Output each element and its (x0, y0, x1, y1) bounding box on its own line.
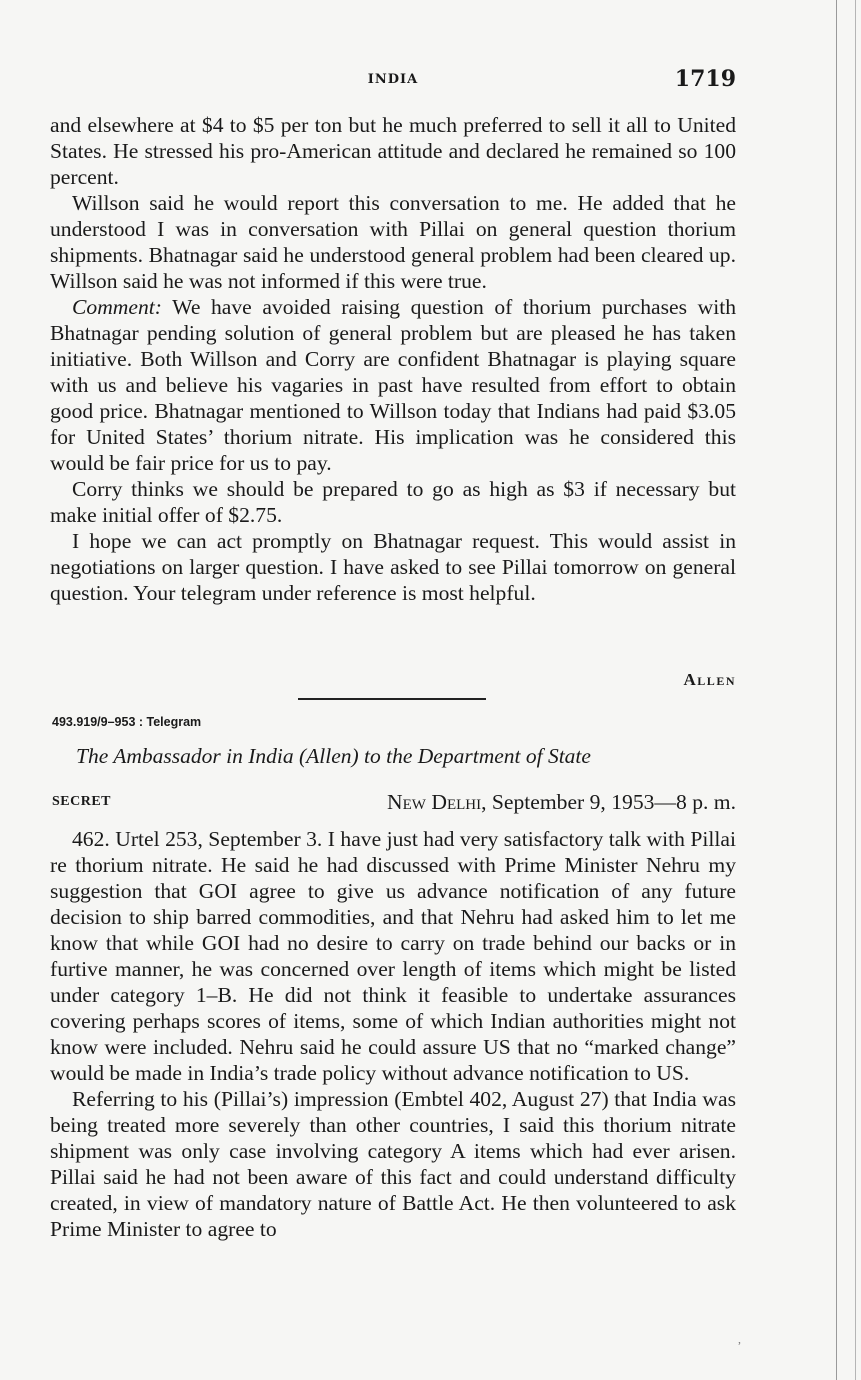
paragraph-urtel: 462. Urtel 253, September 3. I have just had very satisfactory talk with Pillai re thorium nitrate. He said he had discussed with Prime Minister Nehru my suggestion that GOI agree to give us advance notification of any future decision to ship barred commodities, and that Nehru had asked him to let me know that while GOI had no desire to carry on trade behind our backs or in furtive manner, he was concerned over length of items which might be listed under category 1–B. He did not think it feasible to undertake assurances covering perhaps scores of items, some of which Indian authorities might not know were included. Nehru said he could assure US that no “marked change” would be made in India’s trade policy without advance notification to US. (50, 827, 736, 1085)
dateline-date: , September 9, 1953—8 p. m. (481, 790, 736, 814)
paragraph-comment (50, 294, 736, 476)
paragraph-referring: Referring to his (Pillai’s) impression (Embtel 402, August 27) that India was being treated more severely than other countries, I said this thorium nitrate shipment was only case involving category A items which had ever arisen. Pillai said he had not been aware of this fact and could understand difficulty created, in view of mandatory nature of Battle Act. He then volunteered to ask Prime Minister to agree to (50, 1087, 736, 1241)
paragraph-act-promptly: I hope we can act promptly on Bhatnagar request. This would assist in negotiations on larger question. I have asked to see Pillai tomorrow on general question. Your telegram under reference is most helpful. (50, 529, 736, 605)
dateline-place: New Delhi (387, 790, 482, 814)
signature: Allen (683, 670, 736, 689)
page-number: 1719 (674, 66, 736, 92)
running-head: INDIA (367, 72, 419, 87)
paragraph-willson: Willson said he would report this conversation to me. He added that he understood I was in conversation with Pillai on general question thorium shipments. Bhatnagar said he understood general problem had been cleared up. Willson said he was not informed if this were true. (50, 191, 736, 293)
comment-text: We have avoided raising question of thorium purchases with Bhatnagar pending solution of general problem but are pleased he has taken initiative. Both Willson and Corry are confident Bhatnagar is playing square with us and believe his vagaries in past have resulted from effort to obtain good price. Bhatnagar mentioned to Willson today that Indians had paid $3.05 for United States’ thorium nitrate. His implication was he considered this would be fair price for us to pay. (50, 295, 736, 475)
paragraph-continuation: and elsewhere at $4 to $5 per ton but he much preferred to sell it all to United States. He stressed his pro-American attitude and declared he remained so 100 percent. (50, 113, 736, 189)
telegram-body (50, 826, 736, 1242)
top-section-text (50, 112, 736, 606)
page-header (50, 66, 736, 96)
page-edge-line-outer (855, 0, 856, 1380)
dateline (387, 790, 736, 815)
classification-label: SECRET (52, 794, 112, 809)
document-title: The Ambassador in India (Allen) to the Department of State (76, 744, 591, 768)
stray-mark: , (738, 1332, 741, 1346)
section-separator (298, 698, 486, 700)
paragraph-corry: Corry thinks we should be prepared to go as high as $3 if necessary but make initial offer of $2.75. (50, 477, 736, 527)
page-edge-line (836, 0, 837, 1380)
comment-label: Comment: (72, 295, 162, 319)
file-reference: 493.919/9–953 : Telegram (52, 715, 202, 729)
